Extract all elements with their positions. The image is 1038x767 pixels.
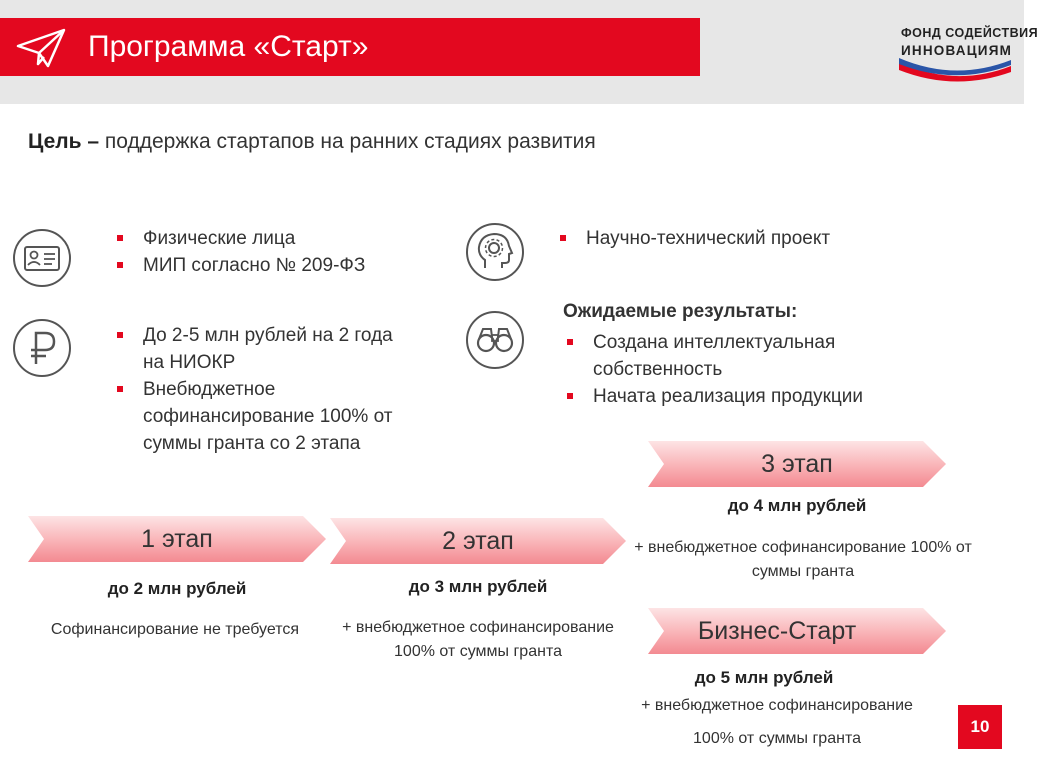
logo <box>895 22 1038 92</box>
paper-plane-icon <box>14 26 68 70</box>
goal-text: поддержка стартапов на ранних стадиях развития <box>99 130 596 153</box>
list-item: Начата реализация продукции <box>563 383 943 410</box>
list-item: Физические лица <box>113 225 403 252</box>
stage-3-amount: до 4 млн рублей <box>727 496 867 515</box>
business-start-note-line2: 100% от суммы гранта <box>693 730 861 747</box>
stage-2-note: + внебюджетное софинансирование 100% от суммы гранта <box>342 619 614 660</box>
expected-results-heading: Ожидаемые результаты: <box>563 301 798 322</box>
project-list <box>556 225 936 252</box>
stage-1-note: Софинансирование не требуется <box>50 621 300 638</box>
expected-results-list <box>563 329 943 410</box>
logo-line2: ИННОВАЦИЯМ <box>901 43 1013 58</box>
business-start-label: Бизнес-Старт <box>697 617 857 645</box>
stage-2-amount: до 3 млн рублей <box>408 577 548 596</box>
goal-statement <box>28 130 596 154</box>
stage-3-note: + внебюджетное софинансирование 100% от суммы гранта <box>634 539 972 580</box>
stage-1-arrow <box>28 516 326 562</box>
funding-list <box>113 322 403 457</box>
logo-line1: ФОНД СОДЕЙСТВИЯ <box>901 26 1038 40</box>
list-item: МИП согласно № 209-ФЗ <box>113 252 403 279</box>
page-title: Программа «Старт» <box>88 30 369 63</box>
head-gear-icon <box>465 222 525 282</box>
business-start-arrow <box>648 608 946 654</box>
goal-lead: Цель – <box>28 130 100 153</box>
list-item: Внебюджетное софинансирование 100% от суммы гранта со 2 этапа <box>113 376 403 457</box>
page-number: 10 <box>958 705 1002 749</box>
binoculars-icon <box>465 310 525 370</box>
list-item: До 2-5 млн рублей на 2 года на НИОКР <box>113 322 403 376</box>
title-bar <box>0 18 700 76</box>
applicants-list <box>113 225 403 279</box>
stage-1-amount: до 2 млн рублей <box>107 579 247 598</box>
list-item: Создана интеллектуальная собственность <box>563 329 943 383</box>
stage-2-label: 2 этап <box>442 527 514 555</box>
stage-2-arrow <box>330 518 626 564</box>
business-start-note-line1: + внебюджетное софинансирование <box>641 697 913 714</box>
stage-3-arrow <box>648 441 946 487</box>
ruble-icon <box>12 318 72 378</box>
list-item: Научно-технический проект <box>556 225 936 252</box>
stage-3-label: 3 этап <box>761 450 833 478</box>
id-card-icon <box>12 228 72 288</box>
business-start-amount: до 5 млн рублей <box>694 668 834 687</box>
stage-1-label: 1 этап <box>141 525 213 553</box>
logo-swoosh-icon <box>895 58 1015 90</box>
